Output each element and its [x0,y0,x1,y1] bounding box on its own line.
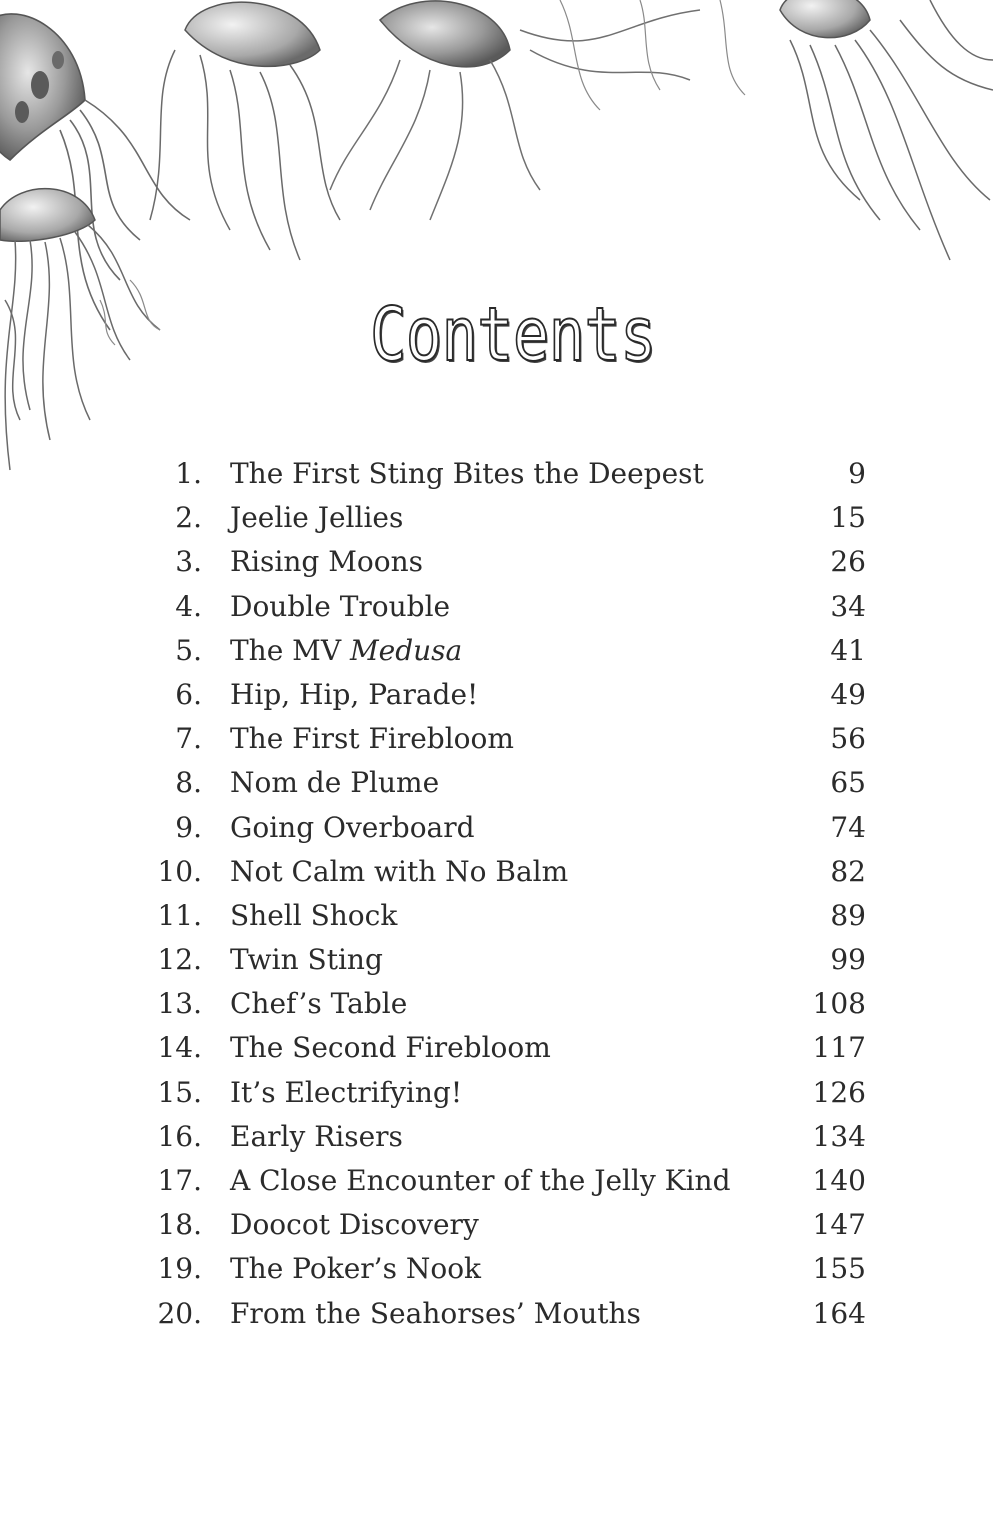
chapter-title: Nom de Plume [230,766,440,800]
page-number: 164 [812,1296,866,1330]
toc-entry[interactable] [150,1292,870,1336]
chapter-number: 2. [175,501,202,535]
chapter-title: The Second Firebloom [230,1031,551,1065]
chapter-number: 4. [175,589,202,623]
chapter-title: Double Trouble [230,589,451,623]
jellyfish-center-left [150,2,340,260]
toc-entry[interactable] [150,1071,870,1115]
toc-entry[interactable] [150,629,870,673]
toc-entry[interactable] [150,938,870,982]
toc-entry[interactable] [150,540,870,584]
jellyfish-large-left [0,14,190,330]
chapter-title: A Close Encounter of the Jelly Kind [230,1164,731,1197]
chapter-number: 15. [157,1075,202,1109]
toc-entry[interactable] [150,717,870,761]
table-of-contents [150,452,870,1336]
chapter-number: 10. [157,854,202,888]
chapter-title: Not Calm with No Balm [230,854,569,888]
page-number: 134 [812,1119,866,1153]
page-number: 155 [812,1252,866,1286]
chapter-number: 20. [157,1296,202,1330]
chapter-number: 9. [175,810,202,844]
chapter-title: From the Seahorses’ Mouths [230,1296,641,1330]
jellyfish-center [330,1,700,220]
jellyfish-illustration [0,0,993,480]
chapter-title: Hip, Hip, Parade! [230,677,479,711]
page-number: 15 [830,501,866,535]
chapter-number: 1. [175,457,202,490]
jellyfish-right [780,0,993,260]
chapter-number: 3. [175,545,202,579]
chapter-number: 19. [157,1252,202,1286]
toc-entry[interactable] [150,1026,870,1070]
toc-entry[interactable] [150,850,870,894]
chapter-title-roman: The MV [230,633,350,667]
chapter-number: 11. [157,898,202,932]
page-number: 126 [812,1075,866,1109]
page-number: 147 [812,1208,866,1242]
page-number: 34 [830,589,866,623]
chapter-number: 18. [157,1208,202,1242]
chapter-title: The Poker’s Nook [230,1252,482,1286]
page-number: 99 [830,943,866,977]
page-number: 82 [830,854,866,888]
chapter-title: Chef’s Table [230,987,408,1021]
chapter-title: Rising Moons [230,545,424,579]
toc-entry[interactable] [150,496,870,540]
chapter-number: 13. [157,987,202,1021]
page-number: 74 [830,810,866,844]
page-number: 117 [812,1031,866,1065]
page-number: 26 [830,545,866,579]
chapter-title [230,629,462,673]
chapter-title: Doocot Discovery [230,1208,479,1242]
chapter-number: 12. [157,943,202,977]
chapter-title: It’s Electrifying! [230,1075,463,1109]
page-number: 140 [812,1164,866,1197]
page-number: 9 [848,457,866,490]
toc-entry[interactable] [150,806,870,850]
page-number: 65 [830,766,866,800]
toc-entry[interactable] [150,1203,870,1247]
page-number: 89 [830,898,866,932]
chapter-title: The First Sting Bites the Deepest [230,457,704,490]
toc-entry[interactable] [150,1247,870,1291]
page-number: 41 [830,633,866,667]
toc-entry[interactable] [150,585,870,629]
chapter-title: The First Firebloom [230,722,514,756]
page-number: 108 [812,987,866,1021]
chapter-title: Going Overboard [230,810,475,844]
page-title: Contents [370,292,656,378]
toc-entry[interactable] [150,673,870,717]
chapter-number: 7. [175,722,202,756]
page-number: 49 [830,677,866,711]
toc-entry[interactable] [150,982,870,1026]
chapter-number: 16. [157,1119,202,1153]
chapter-number: 17. [157,1164,202,1197]
chapter-number: 5. [175,633,202,667]
toc-entry[interactable] [150,761,870,805]
chapter-number: 14. [157,1031,202,1065]
chapter-number: 8. [175,766,202,800]
chapter-number: 6. [175,677,202,711]
chapter-title: Early Risers [230,1119,403,1153]
toc-entry[interactable] [150,1115,870,1159]
chapter-title: Twin Sting [230,943,383,977]
page-number: 56 [830,722,866,756]
toc-entry[interactable] [150,452,870,496]
toc-entry[interactable] [150,894,870,938]
chapter-title-italic: Medusa [349,633,463,667]
toc-entry[interactable] [150,1159,870,1203]
chapter-title: Shell Shock [230,898,398,932]
chapter-title: Jeelie Jellies [230,501,404,535]
